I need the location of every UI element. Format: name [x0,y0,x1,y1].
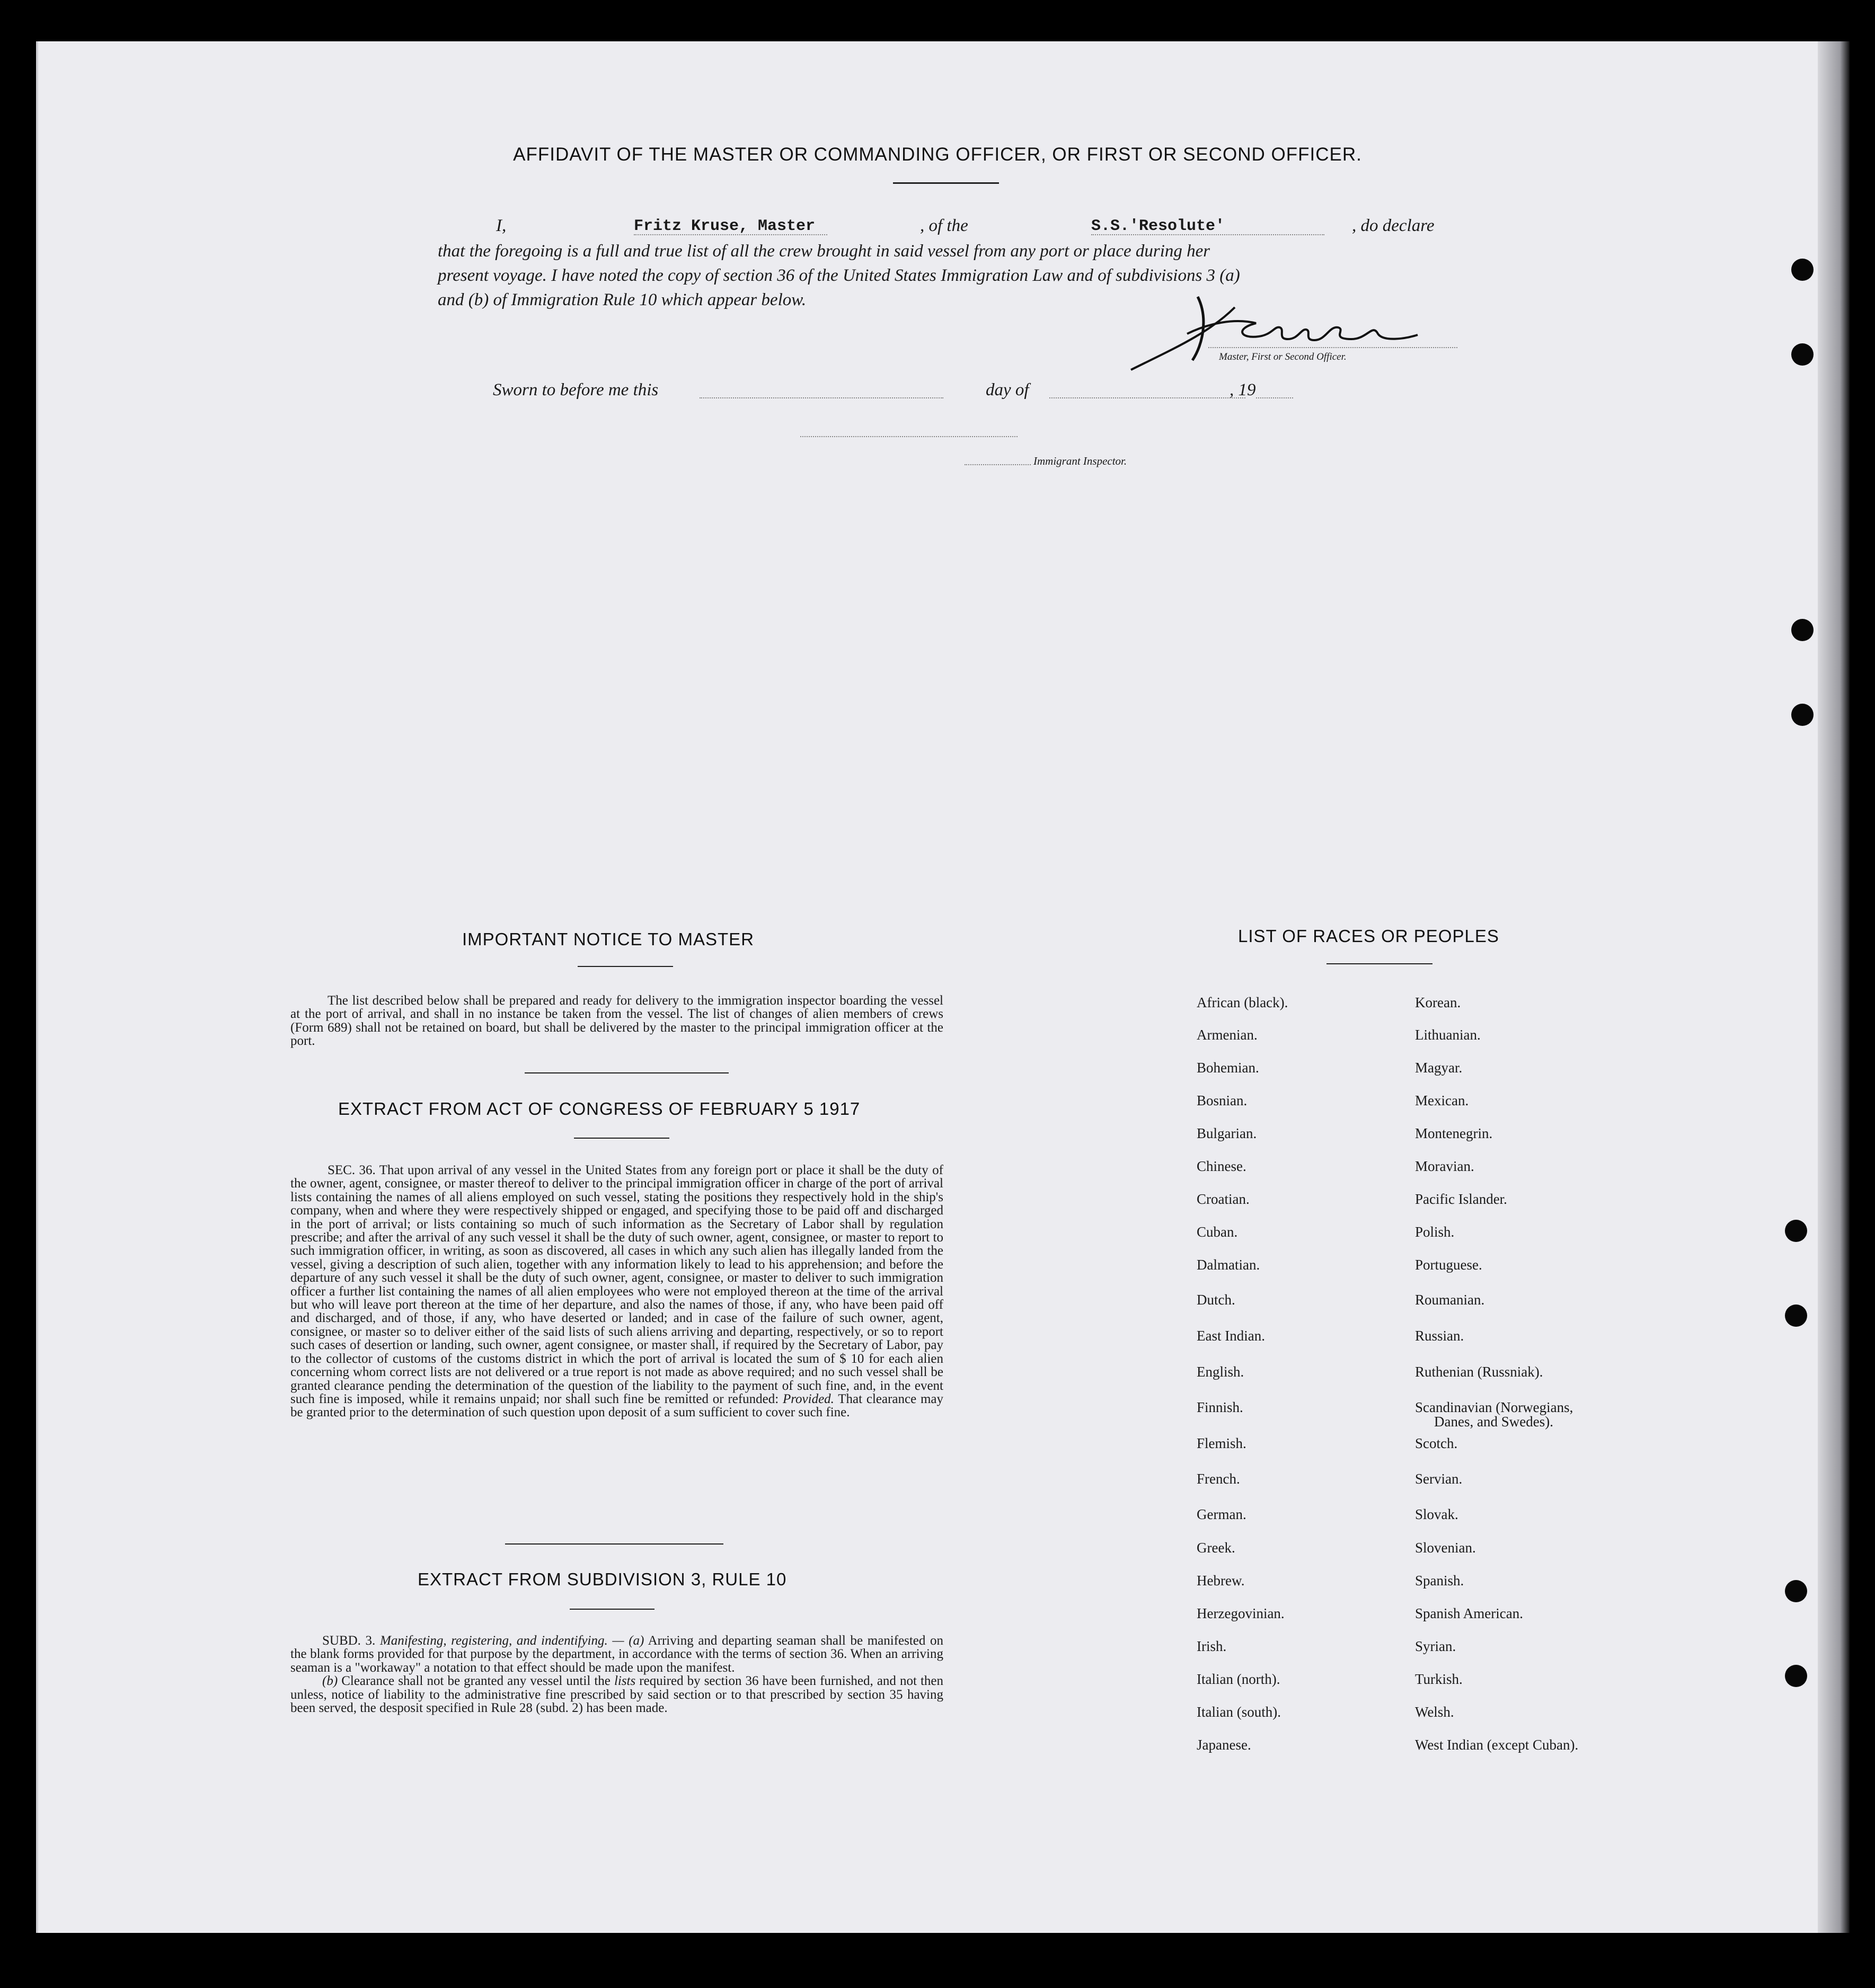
inspector-dots [965,464,1031,465]
race-item: Armenian. [1197,1027,1258,1043]
sworn-line [493,380,1309,402]
sec-36-text [290,1164,943,1419]
race-item: Finnish. [1197,1399,1243,1415]
race-item: Italian (north). [1197,1671,1280,1687]
race-item: Dutch. [1197,1292,1235,1308]
race-item: Mexican. [1415,1093,1469,1108]
races-title: LIST OF RACES OR PEOPLES [1238,926,1499,946]
sworn-text: Sworn to before me this [493,380,659,400]
month-dots [1049,397,1245,398]
race-item: Dalmatian. [1197,1257,1260,1273]
signature-caption: Master, First or Second Officer. [1219,351,1347,362]
race-item: Turkish. [1415,1671,1463,1687]
race-item: Spanish American. [1415,1605,1523,1621]
pronoun: I, [496,216,507,235]
clause-b-lists: lists [614,1674,636,1689]
clause-a-text: Arriving and departing seaman shall be manifested on the blank forms provided for that purpose by the department, in accordance with the terms of section 36. When an arriving seaman is a "workaway" a notation to that effect should be made upon the manifest. [290,1634,944,1675]
binder-hole [1785,1304,1807,1327]
race-item: English. [1197,1364,1244,1380]
binder-hole [1791,343,1814,366]
extract-act-underline [574,1138,669,1139]
clause-b-label: (b) [322,1674,338,1689]
race-item: West Indian (except Cuban). [1415,1737,1579,1753]
race-item: Bulgarian. [1197,1125,1257,1141]
race-item: Japanese. [1197,1737,1251,1753]
notice-title: IMPORTANT NOTICE TO MASTER [462,929,755,949]
notice-underline [578,966,673,967]
title-underline [893,182,999,184]
clause-b-text-1: Clearance shall not be granted any vessel until the [341,1674,611,1689]
affidavit-title: AFFIDAVIT OF THE MASTER OR COMMANDING OFFICER, OR FIRST OR SECOND OFFICER. [513,144,1362,165]
race-item: Welsh. [1415,1704,1454,1720]
race-item: Roumanian. [1415,1292,1485,1308]
binder-hole [1785,1665,1807,1687]
race-item: Portuguese. [1415,1257,1482,1273]
day-of-text: day of [986,380,1029,400]
year-dots [1256,397,1293,398]
race-item: Magyar. [1415,1060,1463,1076]
race-item: Slovenian. [1415,1540,1476,1556]
declaration-line-2: that the foregoing is a full and true list of all the crew brought in said vessel from any port or place during her [438,242,1210,261]
signature-line [1208,347,1457,348]
binder-hole [1785,1580,1807,1602]
binder-hole [1791,259,1814,281]
race-item: Hebrew. [1197,1573,1245,1588]
race-item: Spanish. [1415,1573,1464,1588]
page-edge-shadow [1818,41,1850,1933]
race-item: Moravian. [1415,1158,1474,1174]
extract-rule-underline [570,1609,655,1610]
race-item: Greek. [1197,1540,1235,1556]
clause-b-text-2: required by section 36 have been furnished, and not then unless, notice of liability to the administrative fine prescribed by said section or to that prescribed by section 35 having been served, the desposit specified in Rule 28 (subd. 2) has been made. [290,1674,944,1716]
race-item: German. [1197,1506,1246,1522]
subd-3-text [290,1634,943,1715]
race-item: Ruthenian (Russniak). [1415,1364,1543,1380]
officer-name-dots [634,234,827,235]
race-item: Polish. [1415,1224,1455,1240]
race-item: Croatian. [1197,1191,1250,1207]
race-item: Russian. [1415,1328,1464,1344]
notice-text: The list described below shall be prepared and ready for delivery to the immigration inspector boarding the vessel at the port of arrival, and shall in no instance be taken from the vessel. The list of changes of alien members of crews (Form 689) shall not be retained on board, but shall be delivered by the master to the principal immigration officer at the port. [290,993,943,1049]
race-item: Korean. [1415,995,1461,1010]
race-item: Flemish. [1197,1435,1246,1451]
inspector-signature-line [800,436,1018,437]
inspector-caption: Immigrant Inspector. [1033,455,1127,467]
race-item: Pacific Islander. [1415,1191,1507,1207]
day-dots [700,397,943,398]
race-item: Montenegrin. [1415,1125,1493,1141]
race-item: Syrian. [1415,1638,1456,1654]
provided-word: Provided. [782,1391,834,1406]
section-divider [505,1543,723,1545]
race-item: Lithuanian. [1415,1027,1481,1043]
races-underline [1326,963,1432,964]
race-item: Slovak. [1415,1506,1458,1522]
sec-36-body: SEC. 36. That upon arrival of any vessel in the United States from any foreign port or place it shall be the duty of the owner, agent, consignee, or master thereof to deliver to the principal immigration officer in charge of the port of arrival lists containing the names of all aliens employed on such vessel, stating the positions they respectively hold in the ship's company, when and where they were respectively shipped or engaged, and specifying those to be paid off and discharged in the port of arrival; or lists containing so much of such information as the Secretary of Labor shall by regulation prescribe; and after the arrival of any such vessel it shall be the duty of such owner, agent, consignee, or master to report to such immigration officer, in writing, as soon as discovered, all cases in which any such alien has illegally landed from the vessel, giving a description of such alien, together with any information likely to lead to his apprehension; and before the departure of any such vessel it shall be the duty of such owner, agent, consignee, or master to deliver to such immigration officer a further list containing the names of all alien employees who were not employed thereon at the time of the arrival but who will leave port thereon at the time of her departure, and also the names of those, if any, who have been paid off and discharged, and of those, if any, who have deserted or landed; and in case of the failure of such owner, agent, consignee, or master so to deliver either of the said lists of such aliens arriving and departing, respectively, or so to report such cases of desertion or landing, such owner, agent consignee, or master shall, if required by the Secretary of Labor, pay to the collector of customs of the customs district in which the port of arrival is located the sum of $ 10 for each alien concerning whom correct lists are not delivered or a true report is not made as above required; and no such vessel shall be granted clearance pending the determination of the question of the liability to the payment of such fine, and, in the event such fine is imposed, while it remains unpaid; nor shall such fine be remitted or refunded: [290,1163,943,1406]
subd-3-b [290,1674,943,1715]
binder-hole [1791,619,1814,641]
declaration-line-4: and (b) of Immigration Rule 10 which appear below. [438,290,807,309]
officer-name-field: Fritz Kruse, Master [634,217,816,235]
race-item: Scotch. [1415,1435,1458,1451]
subd-heading: Manifesting, registering, and indentifying. — [379,1634,624,1648]
binder-hole [1791,704,1814,726]
race-item: Chinese. [1197,1158,1246,1174]
declaration-line-3: present voyage. I have noted the copy of section 36 of the United States Immigration Law and of subdivisions 3 (a) [438,266,1240,285]
subd-label: SUBD. 3. [322,1634,376,1648]
subd-3-a [290,1634,943,1674]
vessel-name-dots [1091,234,1324,235]
sec-36-end: That clearance may be granted prior to the determination of such question upon deposit of a sum sufficient to cover such fine. [290,1391,944,1420]
extract-rule-title: EXTRACT FROM SUBDIVISION 3, RULE 10 [418,1569,787,1589]
race-item: African (black). [1197,995,1288,1010]
race-item: East Indian. [1197,1328,1265,1344]
race-item: Irish. [1197,1638,1227,1654]
year-text: , 19 [1230,380,1256,400]
section-divider [525,1072,729,1073]
race-item: Herzegovinian. [1197,1605,1285,1621]
race-item: Bohemian. [1197,1060,1259,1076]
race-item: Danes, and Swedes). [1434,1414,1553,1430]
race-item: French. [1197,1471,1240,1487]
race-item: Bosnian. [1197,1093,1248,1108]
do-declare-text: , do declare [1352,216,1435,235]
race-item: Servian. [1415,1471,1463,1487]
extract-act-title: EXTRACT FROM ACT OF CONGRESS OF FEBRUARY 5 1917 [338,1099,861,1119]
race-item: Cuban. [1197,1224,1238,1240]
of-the-text: , of the [920,216,968,235]
vessel-name-field: S.S.'Resolute' [1091,217,1225,235]
binder-hole [1785,1220,1807,1242]
declaration-line-1 [438,216,1455,237]
clause-a-label: (a) [629,1634,644,1648]
race-item: Scandinavian (Norwegians, [1415,1399,1573,1415]
race-item: Italian (south). [1197,1704,1281,1720]
